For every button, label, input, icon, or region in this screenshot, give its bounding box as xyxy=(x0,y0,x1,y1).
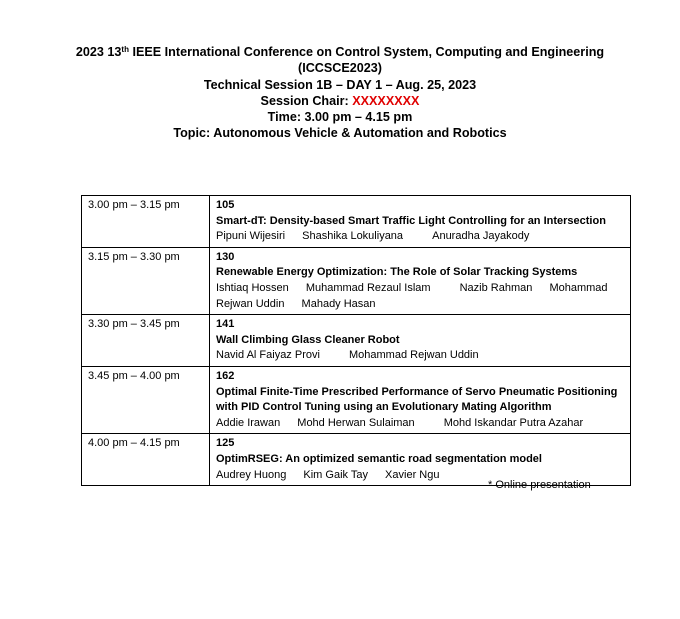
paper-id: 130 xyxy=(216,250,235,263)
session-chair-label: Session Chair: xyxy=(260,93,353,108)
author-name: Navid Al Faiyaz Provi xyxy=(216,349,320,362)
schedule-row xyxy=(82,434,631,486)
author-name: Mahady Hasan xyxy=(301,297,376,310)
author-name: Shashika Lokuliyana xyxy=(302,230,404,243)
schedule-time: 3.30 pm – 3.45 pm xyxy=(82,315,210,367)
conference-title xyxy=(0,44,680,60)
author-name: Pipuni Wijesiri xyxy=(216,230,286,243)
paper-title: Renewable Energy Optimization: The Role of Solar Tracking Systems xyxy=(216,266,578,279)
paper-id: 125 xyxy=(216,437,235,450)
session-topic: Topic: Autonomous Vehicle & Automation and Robotics xyxy=(173,126,507,141)
paper-id: 162 xyxy=(216,369,235,382)
schedule-time: 3.45 pm – 4.00 pm xyxy=(82,366,210,433)
author-name: Mohd Iskandar Putra Azahar xyxy=(443,416,584,429)
session-chair-name: XXXXXXXX xyxy=(352,93,420,108)
schedule-row xyxy=(82,366,631,433)
paper-cell xyxy=(210,315,631,367)
paper-title: Smart-dT: Density-based Smart Traffic Light Controlling for an Intersection xyxy=(216,214,606,227)
schedule-row xyxy=(82,315,631,367)
author-name: Xavier Ngu xyxy=(385,468,440,481)
conference-title-ordinal: th xyxy=(121,45,129,54)
paper-title: Wall Climbing Glass Cleaner Robot xyxy=(216,333,400,346)
conference-header xyxy=(0,44,680,142)
paper-title: Optimal Finite-Time Prescribed Performance of Servo Pneumatic Positioning with PID Control Tuning using an Evolutionary Mating Algorithm xyxy=(216,385,618,414)
paper-title: OptimRSEG: An optimized semantic road segmentation model xyxy=(216,452,542,465)
author-name: Anuradha Jayakody xyxy=(432,230,530,243)
paper-cell xyxy=(210,247,631,314)
author-name: Mohd Herwan Sulaiman xyxy=(297,416,415,429)
paper-cell xyxy=(210,366,631,433)
paper-id: 141 xyxy=(216,318,235,331)
paper-cell xyxy=(210,196,631,248)
paper-id: 105 xyxy=(216,199,235,211)
schedule-time: 4.00 pm – 4.15 pm xyxy=(82,434,210,486)
schedule-table xyxy=(81,195,631,486)
author-name: Addie Irawan xyxy=(216,416,281,429)
schedule-time: 3.00 pm – 3.15 pm xyxy=(82,196,210,248)
author-name: Mohammad Rejwan Uddin xyxy=(349,349,479,362)
session-time: Time: 3.00 pm – 4.15 pm xyxy=(267,110,413,125)
paper-authors xyxy=(216,229,624,245)
author-name: Ishtiaq Hossen xyxy=(216,281,289,294)
schedule-body xyxy=(82,196,631,486)
paper-authors xyxy=(216,281,624,312)
author-name: Muhammad Rezaul Islam xyxy=(305,281,431,294)
author-name: Nazib Rahman xyxy=(459,281,533,294)
conference-title-text: IEEE International Conference on Control System, Computing and Engineering xyxy=(128,45,605,59)
schedule-time: 3.15 pm – 3.30 pm xyxy=(82,247,210,314)
conference-acronym: (ICCSCE2023) xyxy=(298,61,382,76)
footnote: * Online presentation xyxy=(488,479,591,491)
conference-title-year: 2023 13 xyxy=(75,45,122,59)
paper-authors xyxy=(216,348,624,364)
schedule-row xyxy=(82,247,631,314)
session-chair xyxy=(0,93,680,109)
schedule-row xyxy=(82,196,631,248)
session-info: Technical Session 1B – DAY 1 – Aug. 25, 2023 xyxy=(203,77,477,92)
paper-cell xyxy=(210,434,631,486)
author-name: Mohammad Rejwan Uddin xyxy=(216,281,608,310)
author-name: Audrey Huong xyxy=(216,468,287,481)
paper-authors xyxy=(216,416,624,432)
author-name: Kim Gaik Tay xyxy=(303,468,368,481)
